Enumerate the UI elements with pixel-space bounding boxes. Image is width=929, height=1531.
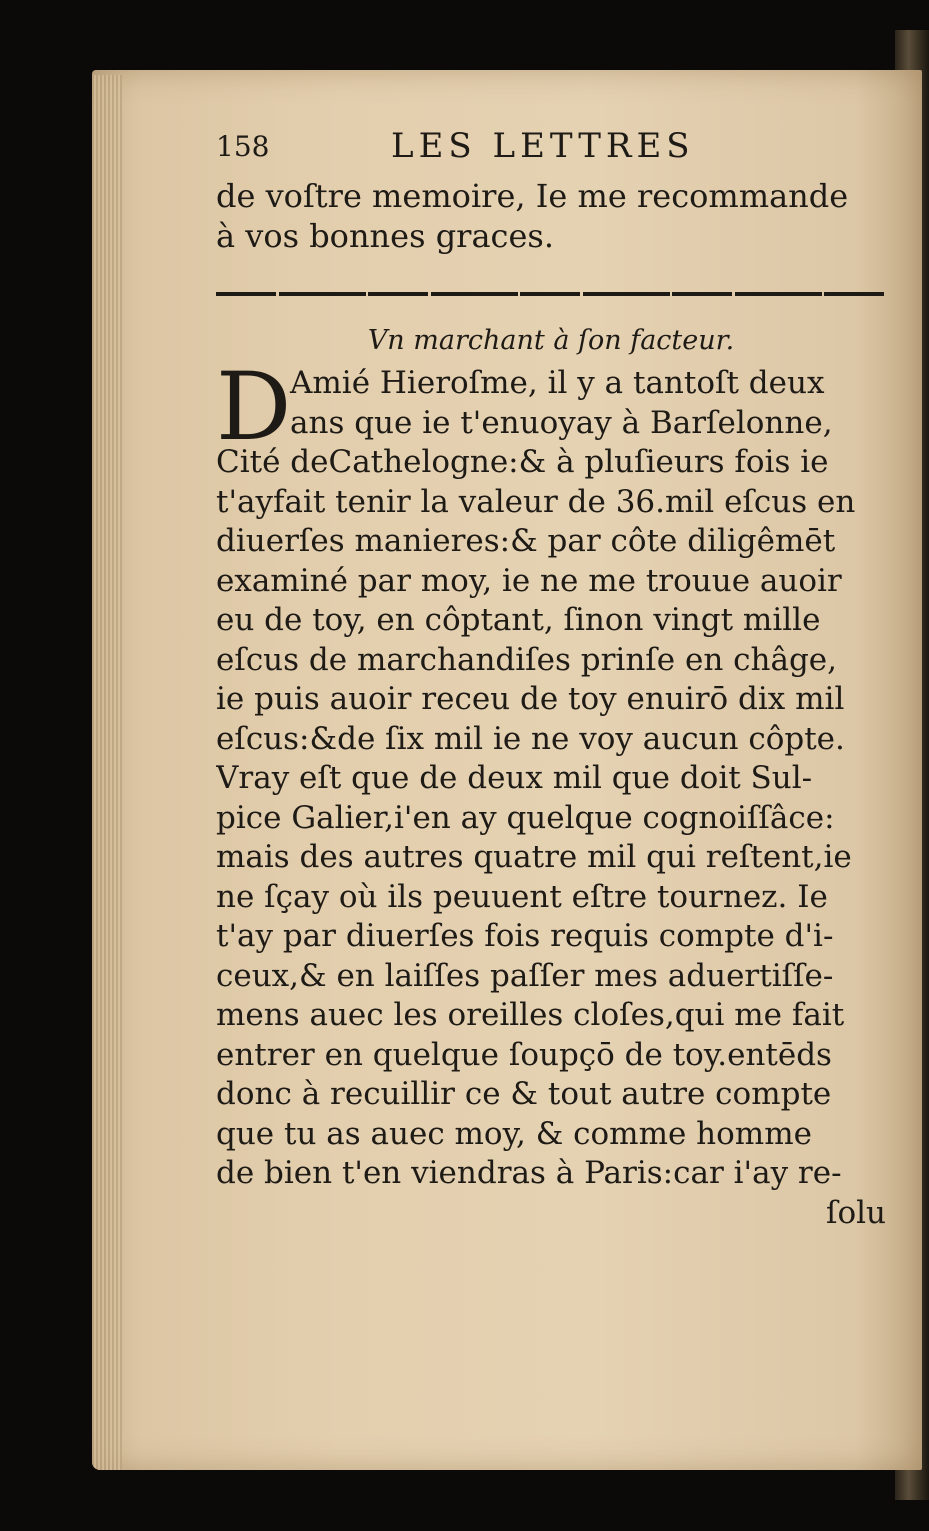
running-head: LES LETTRES [391, 126, 695, 166]
text-line: pice Galier,i'en ay quelque cognoiſſâce: [216, 799, 835, 836]
text-line: t'ayfait tenir la valeur de 36.mil eſcus en [216, 483, 856, 520]
text-line: Vray eſt que de deux mil que doit Sul- [216, 760, 813, 796]
previous-letter-ending [216, 176, 886, 256]
text-line: que tu as auec moy, & comme homme [216, 1115, 812, 1152]
text-line: ceux,& en laiſſes paſſer mes aduertiſſe- [216, 957, 834, 994]
text-line: Cité deCathelogne:& à pluſieurs fois ie [216, 444, 829, 480]
drop-cap: D [216, 353, 292, 462]
text-line: de voſtre memoire, Ie me recommande [216, 177, 849, 215]
page-edges [92, 75, 122, 1470]
page-number: 158 [216, 130, 270, 163]
text-line: Amié Hieroſme, il y a tantoſt deux [290, 365, 825, 401]
text-line: à vos bonnes graces. [216, 217, 554, 255]
text-line: de bien t'en viendras à Paris:car i'ay re- [216, 1155, 842, 1191]
text-line: mais des autres quatre mil qui reſtent,ie [216, 839, 852, 875]
text-line: diuerſes manieres:& par côte diligêmēt [216, 523, 836, 559]
catchword: ſolu [825, 1194, 886, 1231]
text-line: mens auec les oreilles cloſes,qui me fait [216, 997, 845, 1033]
text-line: ans que ie t'enuoyay à Barſelonne, [290, 404, 833, 441]
letter-body [216, 353, 886, 1233]
text-line: donc à recuillir ce & tout autre compte [216, 1076, 832, 1112]
text-line: examiné par moy, ie ne me trouue auoir [216, 562, 842, 599]
text-line: ie puis auoir receu de toy enuirō dix mil [216, 681, 845, 717]
page-header [216, 126, 886, 176]
text-line: ne ſçay où ils peuuent eſtre tournez. Ie [216, 878, 828, 915]
text-line: entrer en quelque ſoupçō de toy.entēds [216, 1036, 832, 1073]
page-text [216, 126, 886, 1233]
text-line: eſcus:&de ſix mil ie ne voy aucun côpte. [216, 720, 845, 757]
text-line: t'ay par diuerſes fois requis compte d'i- [216, 918, 834, 954]
text-line: eſcus de marchandiſes prinſe en châge, [216, 641, 837, 678]
section-divider [216, 292, 884, 296]
text-line: eu de toy, en côptant, ſinon vingt mille [216, 602, 821, 638]
letter-title: Vn marchant à ſon facteur. [367, 325, 735, 356]
